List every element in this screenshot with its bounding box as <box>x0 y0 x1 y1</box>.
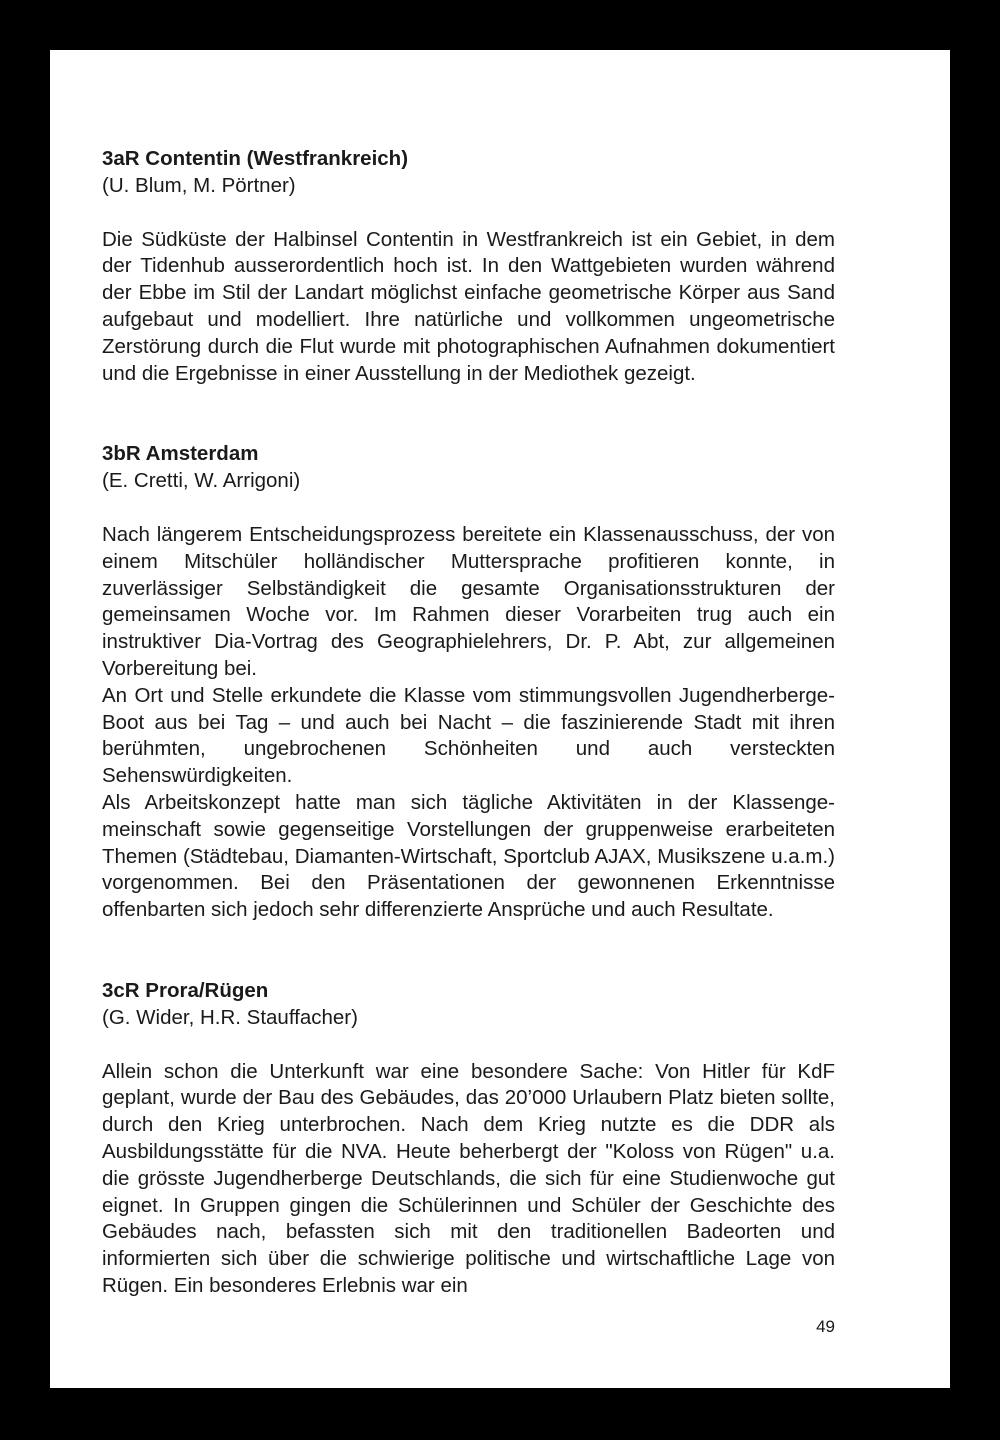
paragraph: An Ort und Stelle erkundete die Klasse vom stimmungsvollen Jugendherberge-Boot aus bei Tag – und auch bei Nacht – die faszinierende Stadt mit ihren berühmten, ungebrochenen Schönheiten und auch versteckten Sehenswürdigkeiten. <box>102 683 835 788</box>
section-authors: (G. Wider, H.R. Stauffacher) <box>102 1005 358 1029</box>
section-prora-ruegen <box>102 978 835 1300</box>
paragraph: Allein schon die Unterkunft war eine besondere Sache: Von Hitler für KdF geplant, wurde der Bau des Gebäudes, das 20’000 Urlaubern Platz bieten sollte, durch den Krieg unterbrochen. Nach dem Krieg nutzte es die DDR als Ausbildungsstätte für die NVA. Heute beherbergt der "Koloss von Rügen" u.a. die grösste Jugendherberge Deutschlands, die sich für eine Studienwoche gut eignet. In Gruppen gingen die Schülerinnen und Schüler der Geschichte des Gebäudes nach, befassten sich mit den traditionellen Badeorten und informierten sich über die schwierige politische und wirtschaftliche Lage von Rügen. Ein besonderes Erlebnis war ein <box>102 1059 835 1297</box>
section-title: 3cR Prora/Rügen <box>102 978 269 1002</box>
paragraph: Die Südküste der Halbinsel Contentin in Westfrankreich ist ein Gebiet, in dem der Tidenhub ausserordentlich hoch ist. In den Wattgebieten wurden während der Ebbe im Stil der Landart möglichst einfache geometrische Körper aus Sand aufgebaut und modelliert. Ihre natürliche und vollkommen ungeometrische Zerstörung durch die Flut wurde mit photographischen Aufnahmen dokumentiert und die Ergebnisse in einer Ausstellung in der Mediothek gezeigt. <box>102 227 835 385</box>
section-spacer <box>102 387 835 441</box>
paragraph: Als Arbeitskonzept hatte man sich tägliche Aktivitäten in der Klassengemeinschaft sowie gegenseitige Vorstellungen der gruppenweise erarbeiteten Themen (Städtebau, Diamanten-Wirtschaft, Sportclub AJAX, Musikszene u.a.m.) vorgenommen. Bei den Präsentationen der gewonnenen Erkenntnisse offenbarten sich jedoch sehr differenzierte Ansprüche und auch Resultate. <box>102 790 835 922</box>
section-contentin <box>102 146 835 387</box>
section-title: 3bR Amsterdam <box>102 442 259 466</box>
section-spacer <box>102 924 835 978</box>
section-authors: (U. Blum, M. Pörtner) <box>102 173 296 197</box>
section-amsterdam <box>102 441 835 924</box>
section-authors: (E. Cretti, W. Arrigoni) <box>102 469 301 493</box>
paragraph: Nach längerem Entscheidungsprozess bereitete ein Klassenausschuss, der von einem Mitschüler holländischer Muttersprache profitieren konnte, in zuverlässiger Selbständigkeit die gesamte Organisationsstrukturen der gemeinsamen Woche vor. Im Rahmen dieser Vorarbeiten trug auch ein instruktiver Dia-Vortrag des Geographielehrers, Dr. P. Abt, zur allgemeinen Vorbereitung bei. <box>102 522 835 680</box>
document-page <box>50 50 950 1388</box>
section-title: 3aR Contentin (Westfrankreich) <box>102 147 409 170</box>
page-content <box>102 146 835 1300</box>
page-number: 49 <box>816 1317 835 1336</box>
